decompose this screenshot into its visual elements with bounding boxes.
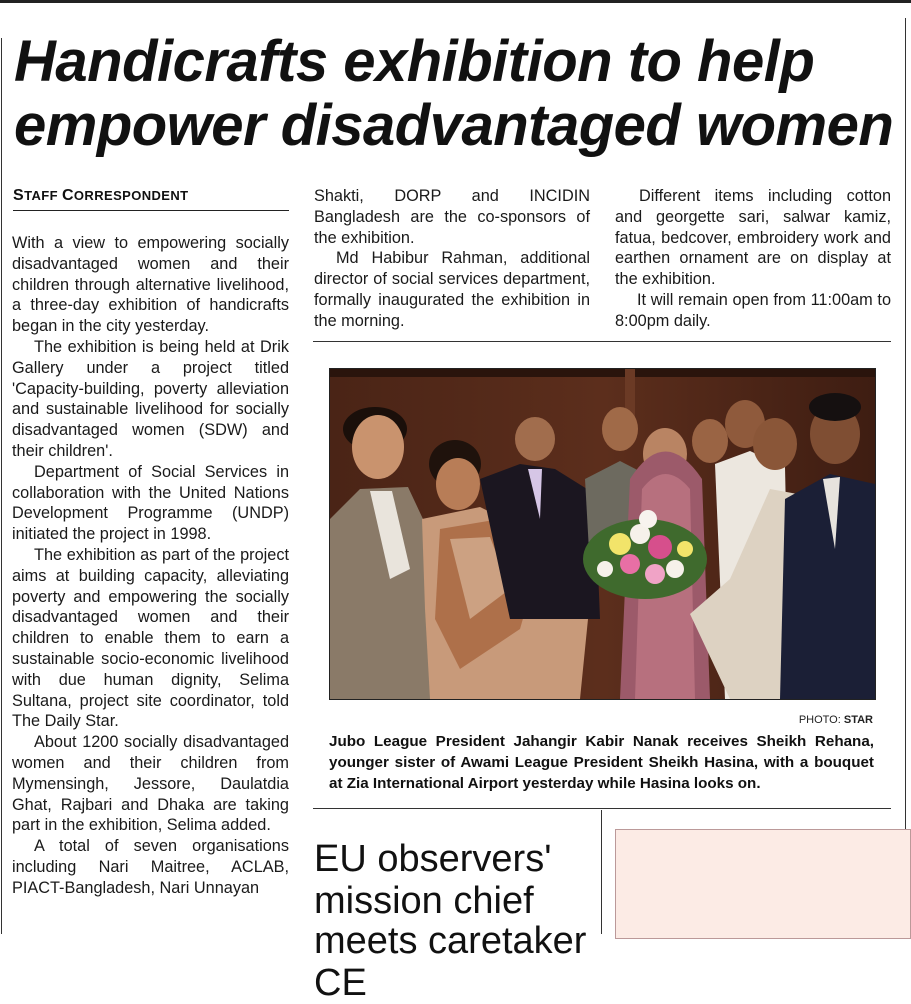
article-column-1 [12,233,289,899]
article-headline: Handicrafts exhibition to help empower disadvantaged women [14,29,894,158]
section-rule [313,341,891,342]
left-column-rule [1,38,2,934]
right-column-rule [905,18,906,934]
advertisement-box [615,829,911,939]
paragraph: The exhibition as part of the project aims at building capacity, alleviating poverty and empowering the socially disadvantaged women and their children to enable them to earn a sustainable socio-economic livelihood with due human dignity, Selima Sultana, project site coordinator, told The Daily Star. [12,545,289,731]
byline-small-caps-b: ORRESPONDENT [73,188,189,203]
article-column-2 [314,186,590,332]
photo-credit-source: STAR [843,714,873,726]
paragraph: The exhibition is being held at Drik Gallery under a project titled 'Capacity-building, poverty alleviation and sustainable livelihood for socially disadvantaged women (SDW) and their children'. [12,337,289,460]
article-byline [13,187,289,211]
top-rule [0,0,911,3]
paragraph: A total of seven organisations including Nari Maitree, ACLAB, PIACT-Bangladesh, Nari Unnayan [12,837,289,897]
photo-caption: Jubo League President Jahangir Kabir Nanak receives Sheikh Rehana, younger sister of Awami League President Sheikh Hasina, with a bouquet at Zia International Airport yesterday while Hasina looks on. [329,733,874,792]
next-story-headline-cut-text: meets caretaker CE [314,920,587,1004]
article-column-3 [615,186,891,332]
paragraph: Different items including cotton and georgette sari, salwar kamiz, fatua, bedcover, embroidery work and earthen ornament are on display at the exhibition. [615,187,891,289]
column-divider [601,810,602,934]
paragraph: Department of Social Services in collaboration with the United Nations Development Programme (UNDP) initiated the project in 1998. [12,462,289,544]
next-story-headline-cut [314,920,594,1004]
paragraph: It will remain open from 11:00am to 8:00pm daily. [615,290,891,330]
news-photo-illustration [330,369,875,699]
byline-initial-c: C [61,187,74,204]
paragraph: Md Habibur Rahman, additional director of social services department, formally inaugurated the exhibition in the morning. [314,249,590,330]
photo-credit-prefix: PHOTO: [798,714,844,726]
paragraph: About 1200 socially disadvantaged women and their children from Mymensingh, Jessore, Daulatdia Ghat, Rajbari and Dhaka are taking part in the exhibition, Selima added. [12,733,289,835]
photo-credit [640,714,873,726]
paragraph: Shakti, DORP and INCIDIN Bangladesh are the co-sponsors of the exhibition. [314,187,590,247]
byline-initial-s: S [13,187,25,204]
news-photo [329,368,876,700]
next-story-headline: EU observers' mission chief [314,838,552,922]
section-rule-lower [313,808,891,809]
byline-small-caps-a: TAFF [24,188,62,203]
paragraph: With a view to empowering socially disadvantaged women and their children through alternative livelihood, a three-day exhibition of handicrafts began in the city yesterday. [12,234,289,336]
